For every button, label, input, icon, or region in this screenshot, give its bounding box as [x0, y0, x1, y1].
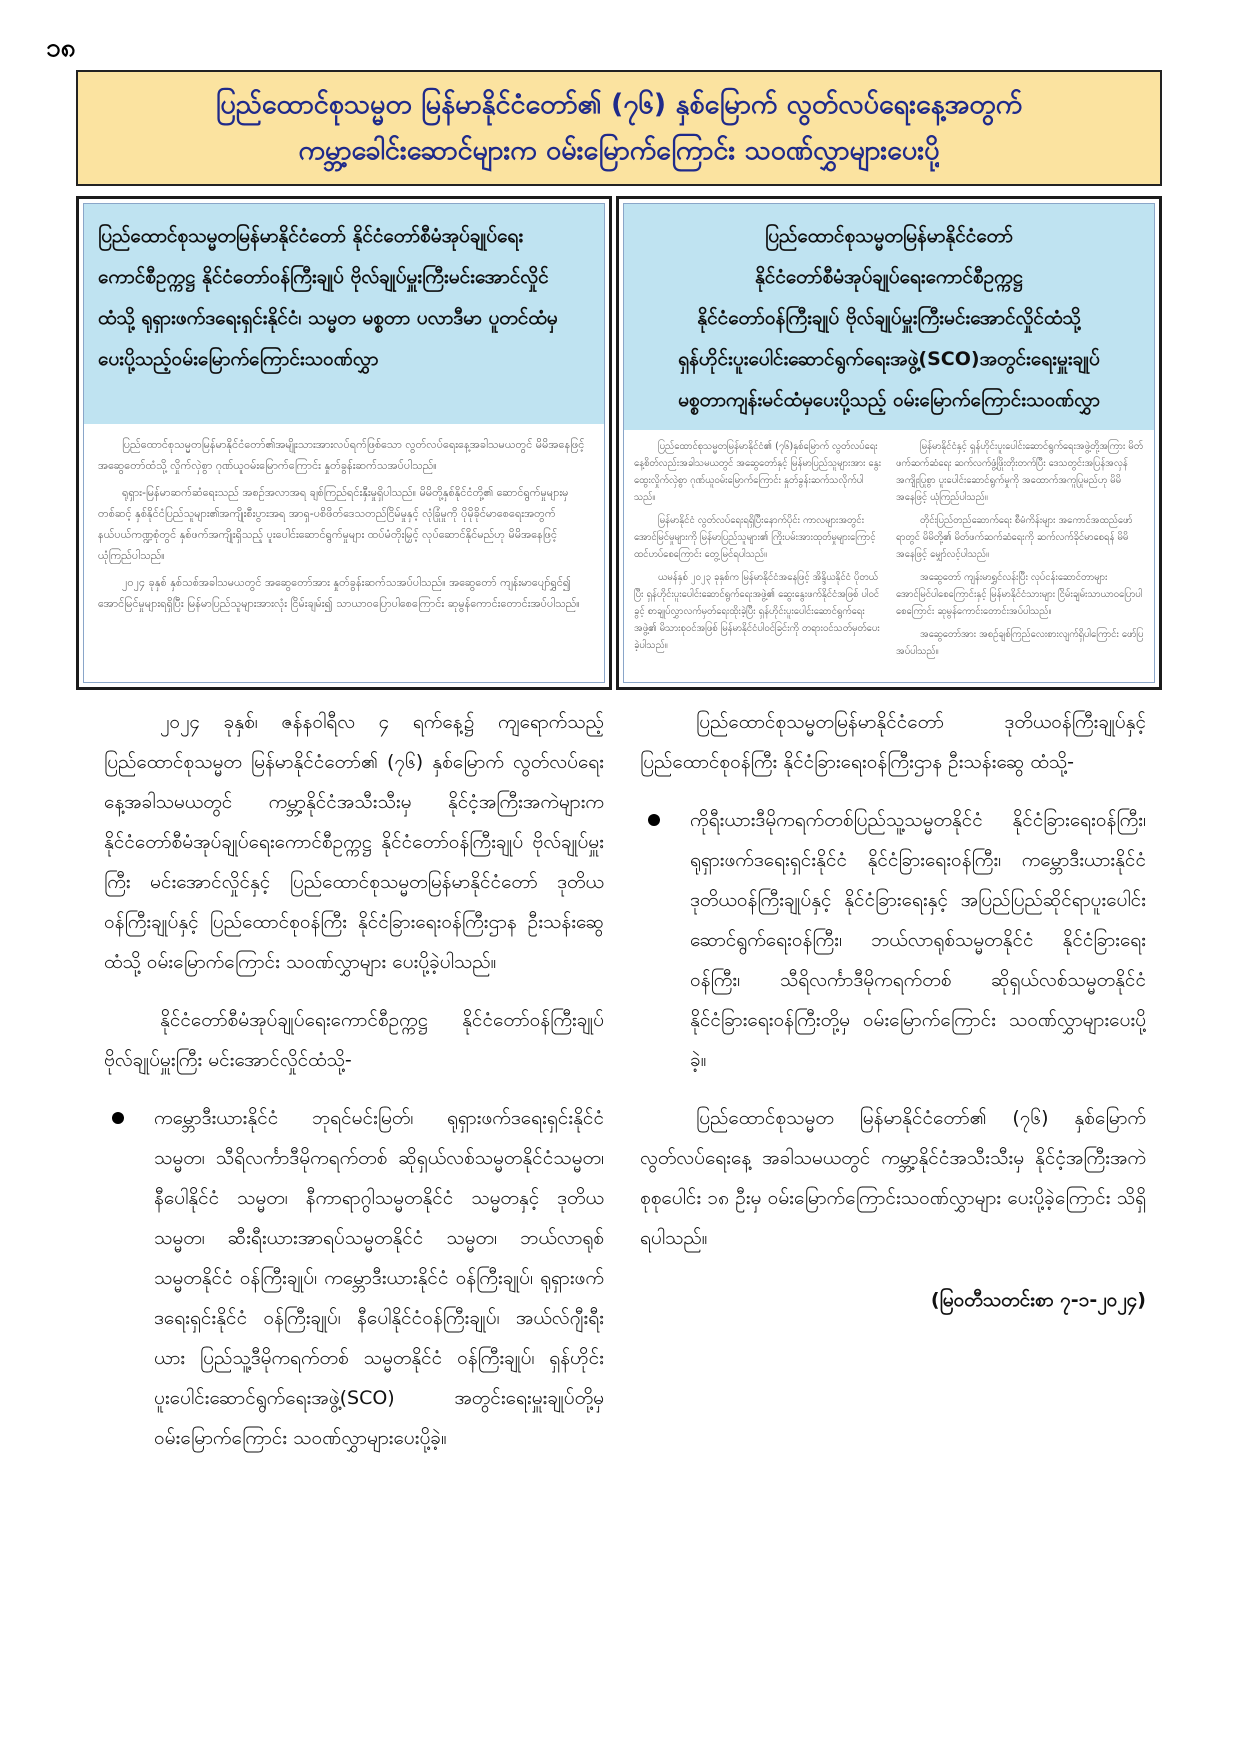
headline-line-1: ပြည်ထောင်စုသမ္မတ မြန်မာနိုင်ငံတော်၏ (၇၆) နှစ်မြောက် လွတ်လပ်ရေးနေ့အတွက်	[215, 89, 1023, 120]
list-item	[640, 800, 1146, 1080]
clipping-paragraph: အဆွေတော်အား အစဉ်ချစ်ကြည်လေးစားလျက်ရှိပါကြောင်း ဖော်ပြအပ်ပါသည်။	[896, 629, 1144, 657]
clipping-paragraph: ပြည်ထောင်စုသမ္မတမြန်မာနိုင်ငံတော်၏အမျိုးသားအားလပ်ရက်ဖြစ်သော လွတ်လပ်ရေးနေ့အခါသမယတွင် မိမိအနေဖြင့် အဆွေတော်ထံသို့ လှိုက်လှဲစွာ ဂုဏ်ယူဝမ်းမြောက်ကြောင်း နှုတ်ခွန်းဆက်သအပ်ပါသည်။	[98, 438, 585, 472]
clipping-paragraph: မြန်မာနိုင်ငံနှင့် ရှန်ဟိုင်းပူးပေါင်းဆောင်ရွက်ရေးအဖွဲ့တို့အကြား မိတ်ဖက်ဆက်ဆံရေး ဆက်လက်ဖွံ့ဖြိုးတိုးတက်ပြီး ဒေသတွင်းအပြန်အလှန်အကျိုးပြုစွာ ပူးပေါင်းဆောင်ရွက်မှုကို အထောက်အကူပြုမည်ဟု မိမိအနေဖြင့် ယုံကြည်ပါသည်။	[896, 441, 1143, 503]
clipping-headline-line: ပြည်ထောင်စုသမ္မတမြန်မာနိုင်ငံတော်	[765, 225, 1013, 247]
clipping-headline-line: ပေးပို့သည့်ဝမ်းမြောက်ကြောင်းသဝဏ်လွှာ	[98, 348, 379, 370]
clipping-sco-letter	[616, 196, 1162, 690]
clipping-paragraph: တိုင်းပြည်တည်ဆောက်ရေး စီမံကိန်းများ အကောင်အထည်ဖော်ရာတွင် မိမိတို့၏ မိတ်ဖက်ဆက်ဆံရေးကို ဆက်လက်ခိုင်မာစေရန် မိမိအနေဖြင့် မျှော်လင့်ပါသည်။	[896, 515, 1133, 560]
clipping-putin-letter	[76, 196, 612, 690]
clipping-paragraph: ရုရှား-မြန်မာဆက်ဆံရေးသည် အစဉ်အလာအရ ချစ်ကြည်ရင်းနှီးမှုရှိပါသည်။ မိမိတို့နှစ်နိုင်ငံတို့၏ ဆောင်ရွက်မှုများမှတစ်ဆင့် နှစ်နိုင်ငံပြည်သူများ၏အကျိုးစီးပွားအရ အာရှ-ပစိဖိတ်ဒေသတည်ငြိမ်မှုနှင့် လုံခြုံမှုကို ပိုမိုခိုင်မာစေရေးအတွက် နယ်ပယ်ကဏ္ဍစုံတွင် နှစ်ဖက်အကျိုးရှိသည့် ပူးပေါင်းဆောင်ရွက်မှုများ ထပ်မံတိုးမြှင့် လုပ်ဆောင်နိုင်မည်ဟု မိမိအနေဖြင့်ယုံကြည်ပါသည်။	[98, 486, 569, 562]
page-number: ၁၈	[46, 33, 76, 63]
list-item-text: ကမ္ဘောဒီးယားနိုင်ငံ ဘုရင်မင်းမြတ်၊ ရုရှားဖက်ဒရေးရှင်းနိုင်ငံ သမ္မတ၊ သီရိလင်္ကာဒီမိုကရက်တစ် ဆိုရှယ်လစ်သမ္မတနိုင်ငံသမ္မတ၊ နီပေါနိုင်ငံ သမ္မတ၊ နီကာရာဂွါသမ္မတနိုင်ငံ သမ္မတနှင့် ဒုတိယသမ္မတ၊ ဆီးရီးယားအာရပ်သမ္မတနိုင်ငံ သမ္မတ၊ ဘယ်လာရုစ်သမ္မတနိုင်ငံ ဝန်ကြီးချုပ်၊ ကမ္ဘောဒီးယားနိုင်ငံ ဝန်ကြီးချုပ်၊ ရုရှားဖက်ဒရေးရှင်းနိုင်ငံ ဝန်ကြီးချုပ်၊ နီပေါနိုင်ငံဝန်ကြီးချုပ်၊ အယ်လ်ဂျီးရီးယား ပြည်သူ့ဒီမိုကရက်တစ် သမ္မတနိုင်ငံ ဝန်ကြီးချုပ်၊ ရှန်ဟိုင်းပူးပေါင်းဆောင်ရွက်ရေးအဖွဲ့(SCO) အတွင်းရေးမှူးချုပ်တို့မှ ဝမ်းမြောက်ကြောင်း သဝဏ်လွှာများပေးပို့ခဲ့။	[154, 1107, 604, 1449]
article-paragraph: ပြည်ထောင်စုသမ္မတမြန်မာနိုင်ငံတော် ဒုတိယဝန်ကြီးချုပ်နှင့် ပြည်ထောင်စုဝန်ကြီး နိုင်ငံခြားရေးဝန်ကြီးဌာန ဦးသန်းဆွေ ထံသို့-	[640, 711, 1146, 773]
clipping-frame	[83, 203, 605, 683]
clipping-headline-line: ပြည်ထောင်စုသမ္မတမြန်မာနိုင်ငံတော် နိုင်ငံတော်စီမံအုပ်ချုပ်ရေး	[98, 225, 524, 247]
clipping-headline	[624, 204, 1154, 430]
clipping-paragraph: ပြည်ထောင်စုသမ္မတမြန်မာနိုင်ငံ၏ (၇၆)နှစ်မြောက် လွတ်လပ်ရေးနေ့စိတ်လည်းအခါသမယတွင် အဆွေတော်နှင့် မြန်မာပြည်သူများအား နွေးထွေးလှိုက်လှဲစွာ ဂုဏ်ယူဝမ်းမြောက်ကြောင်း နှုတ်ခွန်းဆက်သလိုက်ပါသည်။	[634, 441, 882, 503]
clipping-headline-line: နိုင်ငံတော်ဝန်ကြီးချုပ် ဗိုလ်ချုပ်မှူးကြီးမင်းအောင်လှိုင်ထံသို့	[697, 307, 1081, 329]
bullet-icon	[112, 1112, 124, 1124]
clipping-paragraph: ၂၀၂၄ ခုနှစ် နှစ်သစ်အခါသမယတွင် အဆွေတော်အား နှုတ်ခွန်းဆက်သအပ်ပါသည်။ အဆွေတော် ကျန်းမာပျော်ရွှင်၍ အောင်မြင်မှုများရရှိပြီး မြန်မာပြည်သူများအားလုံး ငြိမ်းချမ်း၍ သာယာဝပြောပါစေကြောင်း ဆုမွန်ကောင်းတောင်းအပ်ပါသည်။	[98, 576, 580, 610]
clipping-headline-line: ထံသို့ ရုရှားဖက်ဒရေးရှင်းနိုင်ငံ၊ သမ္မတ မစ္စတာ ပလာဒီမာ ပူတင်ထံမှ	[98, 307, 558, 329]
article-column-right	[640, 702, 1146, 1320]
sender-list	[640, 800, 1146, 1080]
headline-banner	[76, 70, 1162, 186]
clipping-headline-line: မစ္စတာကျန်းမင်ထံမှပေးပို့သည့် ဝမ်းမြောက်ကြောင်းသဝဏ်လွှာ	[678, 389, 1100, 411]
bullet-icon	[648, 814, 660, 826]
clipping-headline-line: နိုင်ငံတော်စီမံအုပ်ချုပ်ရေးကောင်စီဥက္ကဋ္ဌ	[754, 266, 1024, 288]
list-item-text: ကိုရီးယားဒီမိုကရက်တစ်ပြည်သူ့သမ္မတနိုင်ငံ နိုင်ငံခြားရေးဝန်ကြီး၊ ရုရှားဖက်ဒရေးရှင်းနိုင်ငံ နိုင်ငံခြားရေးဝန်ကြီး၊ ကမ္ဘောဒီးယားနိုင်ငံ ဒုတိယဝန်ကြီးချုပ်နှင့် နိုင်ငံခြားရေးနှင့် အပြည်ပြည်ဆိုင်ရာပူးပေါင်းဆောင်ရွက်ရေးဝန်ကြီး၊ ဘယ်လာရုစ်သမ္မတနိုင်ငံ နိုင်ငံခြားရေးဝန်ကြီး၊ သီရိလင်္ကာဒီမိုကရက်တစ် ဆိုရှယ်လစ်သမ္မတနိုင်ငံ နိုင်ငံခြားရေးဝန်ကြီးတို့မှ ဝမ်းမြောက်ကြောင်း သဝဏ်လွှာများပေးပို့ခဲ့။	[690, 809, 1146, 1071]
clipping-frame	[623, 203, 1155, 683]
clipping-paragraph: မြန်မာနိုင်ငံ လွတ်လပ်ရေးရရှိပြီးနောက်ပိုင်း ကာလများအတွင်း အောင်မြင်မှုများကို မြန်မာပြည်သူများ၏ ကြိုးပမ်းအားထုတ်မှုများကြောင့် ထင်ဟပ်စေကြောင်း တွေ့မြင်ရပါသည်။	[634, 515, 876, 560]
clipping-paragraph: ယမန်နှစ် ၂၀၂၃ ခုနှစ်က မြန်မာနိုင်ငံအနေဖြင့် အိန္ဒိယနိုင်ငံ ပိုတယ်ပြီး ရှန်ဟိုင်းပူးပေါင်းဆောင်ရွက်ရေးအဖွဲ့၏ ဆွေးနွေးဖက်နိုင်ငံအဖြစ် ပါဝင်ခွင့် စာချုပ်လွှာလက်မှတ်ရေးထိုးခဲ့ပြီး ရှန်ဟိုင်းပူးပေါင်းဆောင်ရွက်ရေးအဖွဲ့၏ မိသားစုဝင်အဖြစ် မြန်မာနိုင်ငံပါဝင်ခြင်းကို တရားဝင်သတ်မှတ်ပေးခဲ့ပါသည်။	[634, 572, 880, 651]
sender-list	[104, 1098, 604, 1458]
clipping-column-2	[896, 438, 1144, 666]
article-column-left	[104, 702, 604, 1476]
article-paragraph: နိုင်ငံတော်စီမံအုပ်ချုပ်ရေးကောင်စီဥက္ကဋ္ဌ နိုင်ငံတော်ဝန်ကြီးချုပ် ဗိုလ်ချုပ်မှူးကြီး မင်းအောင်လှိုင်ထံသို့-	[104, 1009, 604, 1071]
clipping-column-1	[634, 438, 882, 666]
list-item	[104, 1098, 604, 1458]
article-paragraph: ပြည်ထောင်စုသမ္မတ မြန်မာနိုင်ငံတော်၏ (၇၆) နှစ်မြောက် လွတ်လပ်ရေးနေ့ အခါသမယတွင် ကမ္ဘာ့နိုင်ငံအသီးသီးမှ နိုင်ငံ့အကြီးအကဲ စုစုပေါင်း ၁၈ ဦးမှ ဝမ်းမြောက်ကြောင်းသဝဏ်လွှာများ ပေးပို့ခဲ့ကြောင်း သိရှိရပါသည်။	[640, 1107, 1146, 1249]
clipping-body	[84, 424, 604, 630]
source-citation: (မြဝတီသတင်းစာ ၇-၁-၂၀၂၄)	[930, 1289, 1146, 1311]
clipping-paragraph: အဆွေတော် ကျန်းမာရွှင်လန်းပြီး လုပ်ငန်းဆောင်တာများ အောင်မြင်ပါစေကြောင်းနှင့် မြန်မာနိုင်ငံသားများ ငြိမ်းချမ်းသာယာဝပြောပါစေကြောင်း ဆုမွန်ကောင်းတောင်းအပ်ပါသည်။	[896, 572, 1143, 617]
clipping-headline-line: ကောင်စီဥက္ကဋ္ဌ နိုင်ငံတော်ဝန်ကြီးချုပ် ဗိုလ်ချုပ်မှူးကြီးမင်းအောင်လှိုင်	[98, 266, 549, 288]
clipping-headline	[84, 204, 604, 424]
clipping-body	[624, 430, 1154, 674]
article-paragraph: ၂၀၂၄ ခုနှစ်၊ ဇန်နဝါရီလ ၄ ရက်နေ့၌ ကျရောက်သည့် ပြည်ထောင်စုသမ္မတ မြန်မာနိုင်ငံတော်၏ (၇၆) နှစ်မြောက် လွတ်လပ်ရေးနေ့အခါသမယတွင် ကမ္ဘာ့နိုင်ငံအသီးသီးမှ နိုင်ငံ့အကြီးအကဲများက နိုင်ငံတော်စီမံအုပ်ချုပ်ရေးကောင်စီဥက္ကဋ္ဌ နိုင်ငံတော်ဝန်ကြီးချုပ် ဗိုလ်ချုပ်မှူးကြီး မင်းအောင်လှိုင်နှင့် ပြည်ထောင်စုသမ္မတမြန်မာနိုင်ငံတော် ဒုတိယဝန်ကြီးချုပ်နှင့် ပြည်ထောင်စုဝန်ကြီး နိုင်ငံခြားရေးဝန်ကြီးဌာန ဦးသန်းဆွေ ထံသို့ ဝမ်းမြောက်ကြောင်း သဝဏ်လွှာများ ပေးပို့ခဲ့ပါသည်။	[104, 711, 604, 973]
clipping-headline-line: ရှန်ဟိုင်းပူးပေါင်းဆောင်ရွက်ရေးအဖွဲ့(SCO)အတွင်းရေးမှူးချုပ်	[678, 348, 1100, 370]
headline-line-2: ကမ္ဘာ့ခေါင်းဆောင်များက ဝမ်းမြောက်ကြောင်း သဝဏ်လွှာများပေးပို့	[298, 135, 940, 166]
